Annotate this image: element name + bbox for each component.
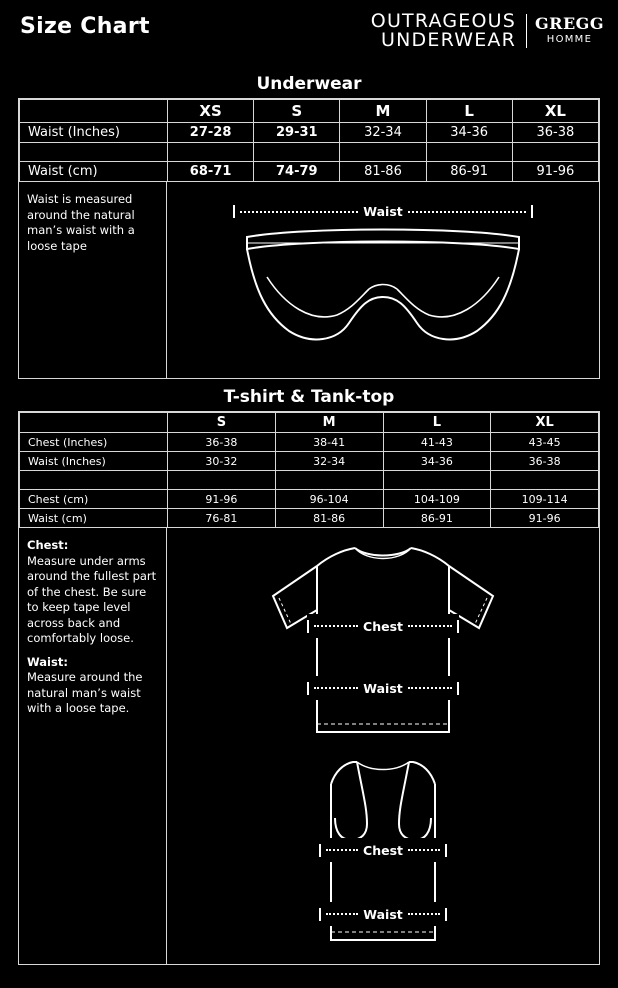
tshirt-panel [18,411,600,965]
spacer-cell [512,143,598,162]
cell-waist-in-l: 34-36 [383,452,491,471]
measure-endcap-left [319,844,321,857]
spacer-cell [254,143,340,162]
chest-note-body: Measure under arms around the fullest part of the chest. Be sure to keep tape level across back and comfortably loose. [27,553,157,646]
tshirt-chest-label-text: Chest [363,618,403,634]
brand-subtitle: HOMME [546,34,593,45]
underwear-illustration-row [19,182,599,378]
tanktop-waist-measure [319,902,447,926]
measure-endcap-left [307,620,309,633]
col-header-s: S [254,100,340,123]
measure-endcap-left [319,908,321,921]
cell-waist-in-xl: 36-38 [512,123,598,143]
page-title: Size Chart [20,14,150,39]
cell-waist-in-xs: 27-28 [168,123,254,143]
measure-endcap-right [531,205,533,218]
tanktop-chest-label-text: Chest [363,842,403,858]
measure-endcap-right [445,908,447,921]
table-spacer-row [20,143,599,162]
table-row [20,433,599,452]
page-header [0,0,618,74]
table-row [20,509,599,528]
cell-waist-in-m: 32-34 [340,123,426,143]
col-header-m: M [275,413,383,433]
col-header-xl: XL [491,413,599,433]
cell-waist-cm-m: 81-86 [340,162,426,182]
row-label-waist-inches: Waist (Inches) [20,452,168,471]
measure-dotline-left [240,211,358,213]
chest-note-title: Chest: [27,538,69,552]
measure-endcap-right [457,620,459,633]
cell-waist-in-s: 30-32 [168,452,276,471]
brief-illustration-icon [233,219,533,354]
cell-chest-cm-l: 104-109 [383,490,491,509]
col-header-xl: XL [512,100,598,123]
brand-wordmark [371,12,516,51]
cell-waist-cm-l: 86-91 [426,162,512,182]
spacer-cell [168,143,254,162]
spacer-cell [20,143,168,162]
measure-dotline-left [326,849,358,851]
brand-name: GREGG [535,14,604,33]
cell-waist-in-xl: 36-38 [491,452,599,471]
row-label-waist-inches: Waist (Inches) [20,123,168,143]
measure-endcap-right [457,682,459,695]
col-header-blank [20,413,168,433]
col-header-m: M [340,100,426,123]
spacer-cell [491,471,599,490]
tanktop-chest-measure [319,838,447,862]
cell-chest-in-l: 41-43 [383,433,491,452]
cell-waist-cm-m: 81-86 [275,509,383,528]
waist-note-body: Measure around the natural man’s waist with a loose tape. [27,670,143,716]
cell-waist-in-m: 32-34 [275,452,383,471]
measure-endcap-left [307,682,309,695]
measure-dotline-left [314,625,358,627]
brand-logo [371,12,604,51]
table-row [20,162,599,182]
table-header-row [20,413,599,433]
underwear-section-title: Underwear [256,74,362,94]
col-header-xs: XS [168,100,254,123]
col-header-blank [20,100,168,123]
cell-chest-in-xl: 43-45 [491,433,599,452]
cell-waist-cm-xl: 91-96 [512,162,598,182]
row-label-waist-cm: Waist (cm) [20,162,168,182]
waist-note [27,655,158,717]
tanktop-diagram [243,754,523,954]
cell-waist-in-s: 29-31 [254,123,340,143]
measure-dotline-right [408,687,452,689]
measure-dotline-left [314,687,358,689]
brand-line-2: UNDERWEAR [381,29,517,52]
col-header-s: S [168,413,276,433]
row-label-chest-inches: Chest (Inches) [20,433,168,452]
tshirt-illustrations [167,528,599,964]
tshirt-diagram [243,536,523,744]
cell-waist-in-l: 34-36 [426,123,512,143]
cell-chest-cm-xl: 109-114 [491,490,599,509]
cell-waist-cm-l: 86-91 [383,509,491,528]
cell-waist-cm-s: 76-81 [168,509,276,528]
col-header-l: L [383,413,491,433]
spacer-cell [426,143,512,162]
table-row [20,123,599,143]
measure-endcap-left [233,205,235,218]
brand-line-1: OUTRAGEOUS [370,10,517,32]
spacer-cell [340,143,426,162]
tshirt-waist-label-text: Waist [363,680,403,696]
spacer-cell [20,471,168,490]
tshirt-illustration-icon [243,536,523,744]
measure-dotline-right [408,849,440,851]
brand-secondary [535,12,604,45]
spacer-cell [168,471,276,490]
underwear-panel [18,98,600,379]
section-gap [0,379,618,387]
underwear-size-table [19,99,599,182]
underwear-note-text: Waist is measured around the natural man’s waist with a loose tape [27,192,135,253]
cell-chest-in-s: 36-38 [168,433,276,452]
table-spacer-row [20,471,599,490]
measure-endcap-right [445,844,447,857]
cell-waist-cm-xl: 91-96 [491,509,599,528]
measure-dotline-right [408,913,440,915]
tshirt-section-title: T-shirt & Tank-top [223,387,395,407]
tshirt-size-table [19,412,599,528]
row-label-chest-cm: Chest (cm) [20,490,168,509]
tanktop-waist-label-text: Waist [363,906,403,922]
cell-chest-in-m: 38-41 [275,433,383,452]
spacer-cell [383,471,491,490]
spacer-cell [275,471,383,490]
cell-chest-cm-m: 96-104 [275,490,383,509]
waist-note-title: Waist: [27,654,68,669]
measure-dotline-right [408,211,526,213]
table-header-row [20,100,599,123]
chest-note [27,538,158,647]
table-row [20,452,599,471]
measure-dotline-right [408,625,452,627]
tshirt-measure-note [19,528,167,964]
brand-divider [526,14,527,48]
cell-waist-cm-xs: 68-71 [168,162,254,182]
cell-chest-cm-s: 91-96 [168,490,276,509]
row-label-waist-cm: Waist (cm) [20,509,168,528]
tshirt-chest-measure [307,614,459,638]
col-header-l: L [426,100,512,123]
tshirt-waist-measure [307,676,459,700]
table-row [20,490,599,509]
underwear-waist-label-text: Waist [363,204,403,219]
tshirt-illustration-row [19,528,599,964]
measure-dotline-left [326,913,358,915]
underwear-waist-measure-label [233,204,533,219]
underwear-measure-note [19,182,167,378]
cell-waist-cm-s: 74-79 [254,162,340,182]
underwear-illustration [167,182,599,378]
